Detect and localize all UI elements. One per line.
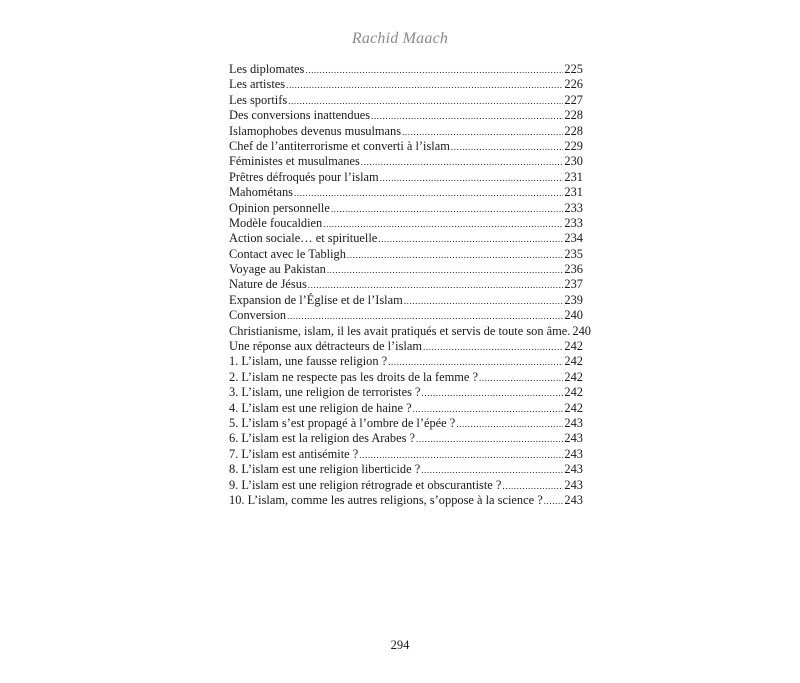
toc-entry-page: 240 <box>572 323 591 338</box>
toc-dot-leader <box>479 371 563 386</box>
toc-entry <box>229 216 583 231</box>
toc-entry-title: Expansion de l’Église et de l’Islam <box>229 292 403 307</box>
toc-dot-leader <box>423 340 563 355</box>
toc-entry <box>229 185 583 200</box>
toc-entry-title: 8. L’islam est une religion liberticide ? <box>229 462 421 477</box>
toc-entry <box>229 370 583 385</box>
toc-dot-leader <box>413 402 564 417</box>
toc-dot-leader <box>544 494 564 509</box>
toc-entry <box>229 478 583 493</box>
toc-entry-page: 233 <box>564 200 583 215</box>
toc-dot-leader <box>371 109 563 124</box>
toc-entry <box>229 247 583 262</box>
page-number: 294 <box>390 638 410 652</box>
toc-entry-page: 243 <box>564 415 583 430</box>
toc-entry-page: 231 <box>564 169 583 184</box>
toc-entry-page: 231 <box>564 185 583 200</box>
toc-dot-leader <box>416 432 563 447</box>
toc-entry-title: 3. L’islam, une religion de terroristes ? <box>229 385 421 400</box>
toc-dot-leader <box>331 202 564 217</box>
toc-entry-page: 242 <box>564 339 583 354</box>
toc-entry <box>229 462 583 477</box>
toc-entry-page: 243 <box>564 462 583 477</box>
toc-entry <box>229 231 583 246</box>
toc-dot-leader <box>380 171 564 186</box>
toc-entry-title: Opinion personnelle <box>229 200 330 215</box>
toc-entry-title: 7. L’islam est antisémite ? <box>229 446 359 461</box>
toc-entry <box>229 62 583 77</box>
toc-entry-title: Les sportifs <box>229 92 288 107</box>
toc-dot-leader <box>308 278 564 293</box>
toc-dot-leader <box>347 248 563 263</box>
toc-entry-title: 10. L’islam, comme les autres religions, s’oppose à la science ? <box>229 492 543 507</box>
toc-entry-page: 234 <box>564 231 583 246</box>
toc-entry <box>229 416 583 431</box>
toc-entry-title: Féministes et musulmanes <box>229 154 360 169</box>
toc-entry-title: Action sociale… et spirituelle <box>229 231 378 246</box>
toc-entry-page: 235 <box>564 246 583 261</box>
toc-entry <box>229 77 583 92</box>
toc-entry-title: Modèle foucaldien <box>229 215 323 230</box>
toc-dot-leader <box>451 140 564 155</box>
toc-entry-title: 6. L’islam est la religion des Arabes ? <box>229 431 416 446</box>
toc-entry-page: 242 <box>564 385 583 400</box>
toc-dot-leader <box>287 309 563 324</box>
toc-entry-page: 239 <box>564 292 583 307</box>
toc-entry-title: Nature de Jésus <box>229 277 307 292</box>
toc-entry <box>229 385 583 400</box>
toc-entry <box>229 323 591 339</box>
toc-entry-title: Voyage au Pakistan <box>229 262 326 277</box>
toc-entry-title: Christianisme, islam, il les avait pratiqués et servis de toute son âme. <box>229 323 571 338</box>
toc-dot-leader <box>288 94 563 109</box>
toc-entry-page: 243 <box>564 431 583 446</box>
toc-entry-page: 242 <box>564 400 583 415</box>
toc-entry <box>229 262 583 277</box>
toc-entry-page: 233 <box>564 215 583 230</box>
toc-entry-title: 4. L’islam est une religion de haine ? <box>229 400 412 415</box>
toc-dot-leader <box>361 155 564 170</box>
toc-dot-leader <box>359 448 563 463</box>
toc-dot-leader <box>305 63 563 78</box>
toc-entry-page: 236 <box>564 262 583 277</box>
toc-entry-title: Des conversions inattendues <box>229 108 371 123</box>
toc-dot-leader <box>327 263 564 278</box>
toc-entry-title: 9. L’islam est une religion rétrograde et obscurantiste ? <box>229 477 502 492</box>
toc-entry <box>229 354 583 369</box>
toc-entry-page: 243 <box>564 492 583 507</box>
toc-entry-page: 240 <box>564 308 583 323</box>
toc-entry-title: Contact avec le Tabligh <box>229 246 346 261</box>
toc-entry-title: 5. L’islam s’est propagé à l’ombre de l’épée ? <box>229 415 456 430</box>
toc-dot-leader <box>502 479 563 494</box>
toc-dot-leader <box>456 417 563 432</box>
toc-dot-leader <box>294 186 563 201</box>
toc-entry <box>229 447 583 462</box>
toc-entry <box>229 108 583 123</box>
toc-entry-page: 229 <box>564 138 583 153</box>
toc-entry <box>229 201 583 216</box>
table-of-contents <box>229 62 591 508</box>
toc-entry <box>229 139 583 154</box>
toc-entry-page: 227 <box>564 92 583 107</box>
toc-dot-leader <box>421 463 563 478</box>
toc-entry-title: Chef de l’antiterrorisme et converti à l’islam <box>229 138 450 153</box>
toc-dot-leader <box>402 125 563 140</box>
toc-entry <box>229 401 583 416</box>
toc-dot-leader <box>404 294 564 309</box>
toc-entry-title: Les diplomates <box>229 62 305 76</box>
toc-entry-title: Mahométans <box>229 185 294 200</box>
toc-entry <box>229 431 583 446</box>
toc-entry <box>229 493 583 508</box>
toc-entry-title: Les artistes <box>229 77 286 92</box>
toc-dot-leader <box>323 217 563 232</box>
toc-entry <box>229 339 583 354</box>
toc-entry-page: 237 <box>564 277 583 292</box>
toc-entry-title: 1. L’islam, une fausse religion ? <box>229 354 388 369</box>
toc-entry <box>229 154 583 169</box>
toc-entry-page: 228 <box>564 123 583 138</box>
toc-entry <box>229 124 583 139</box>
toc-entry-page: 228 <box>564 108 583 123</box>
running-head-author: Rachid Maach <box>351 30 449 47</box>
toc-entry <box>229 308 583 323</box>
toc-dot-leader <box>378 232 563 247</box>
toc-entry-title: Prêtres défroqués pour l’islam <box>229 169 379 184</box>
toc-entry-page: 226 <box>564 77 583 92</box>
toc-dot-leader <box>388 355 563 370</box>
toc-entry-page: 243 <box>564 446 583 461</box>
toc-entry-page: 242 <box>564 369 583 384</box>
toc-entry <box>229 293 583 308</box>
toc-entry-page: 243 <box>564 477 583 492</box>
toc-dot-leader <box>286 78 563 93</box>
toc-entry <box>229 277 583 292</box>
toc-entry-title: Islamophobes devenus musulmans <box>229 123 402 138</box>
toc-entry-title: Une réponse aux détracteurs de l’islam <box>229 339 423 354</box>
toc-entry <box>229 170 583 185</box>
toc-entry-page: 225 <box>564 62 583 76</box>
toc-entry <box>229 93 583 108</box>
toc-entry-page: 230 <box>564 154 583 169</box>
toc-dot-leader <box>422 386 564 401</box>
toc-entry-title: 2. L’islam ne respecte pas les droits de la femme ? <box>229 369 478 384</box>
toc-entry-page: 242 <box>564 354 583 369</box>
toc-entry-title: Conversion <box>229 308 287 323</box>
